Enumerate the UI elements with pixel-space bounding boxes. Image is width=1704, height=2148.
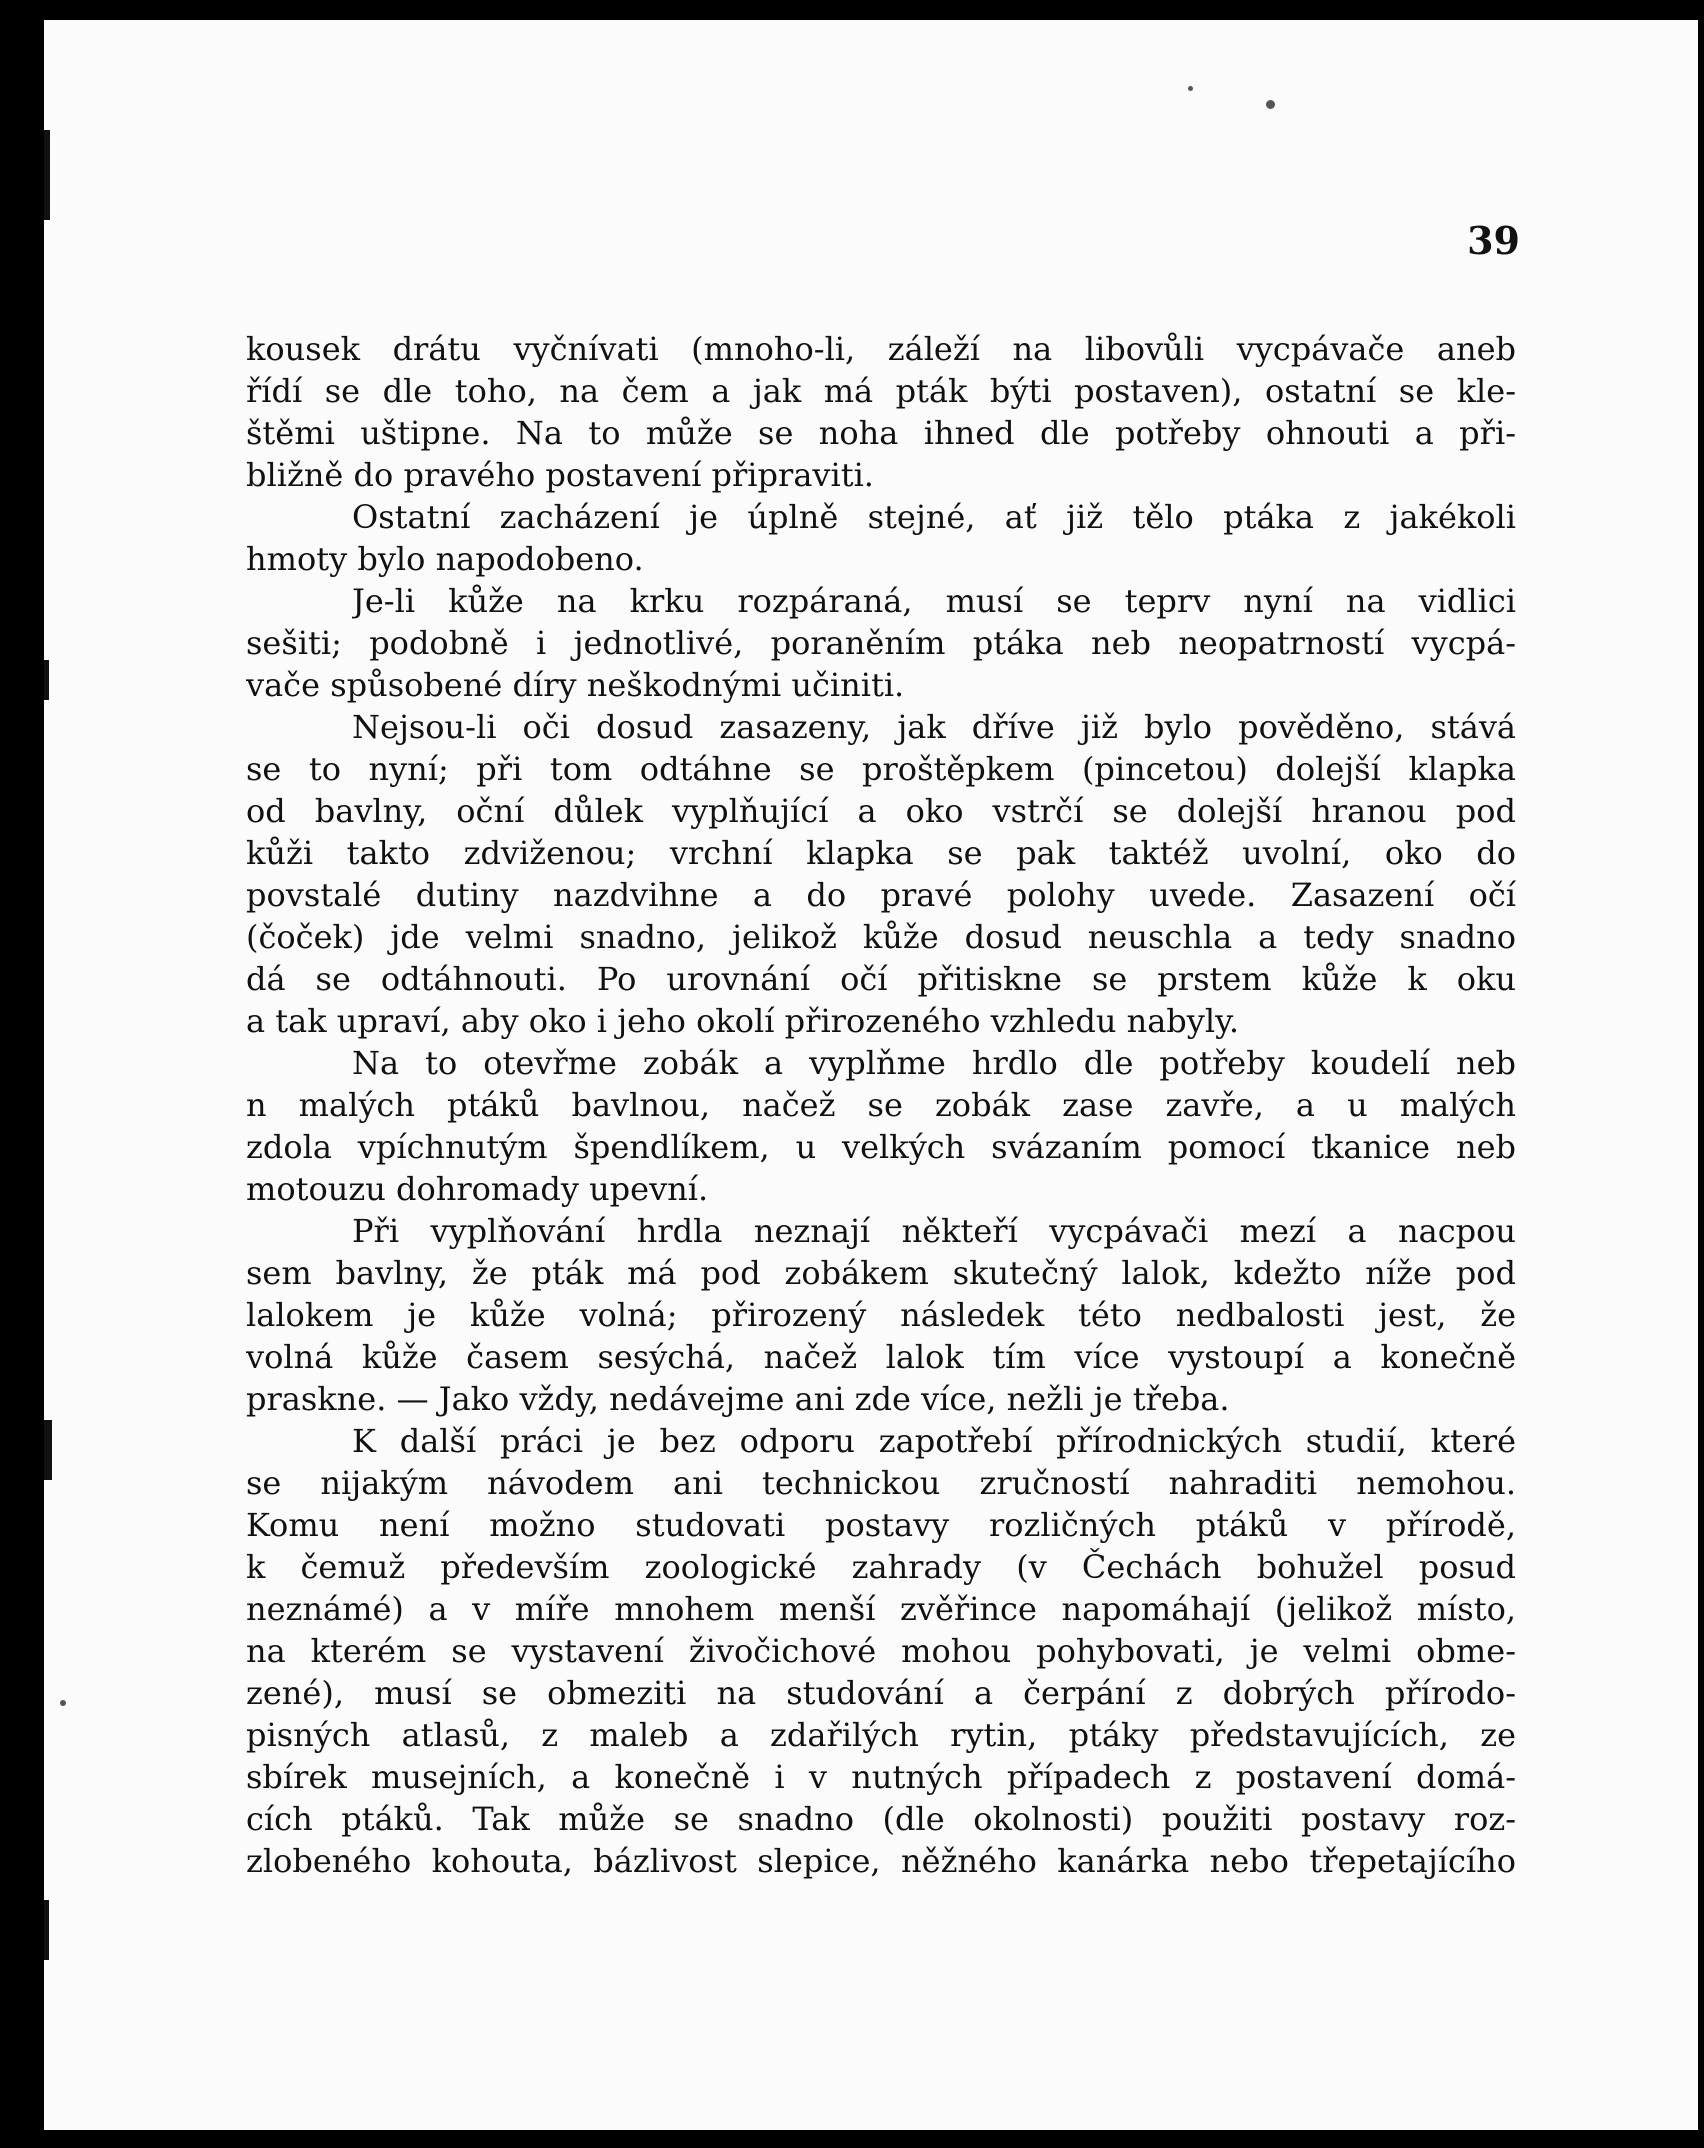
text-line: kůži takto zdviženou; vrchní klapka se pak taktéž uvolní, oko do xyxy=(246,834,1516,872)
text-line: Na to otevřme zobák a vyplňme hrdlo dle potřeby koudelí neb xyxy=(352,1044,1516,1082)
text-line: hmoty bylo napodobeno. xyxy=(246,540,644,578)
text-line: (čoček) jde velmi snadno, jelikož kůže dosud neuschla a tedy snadno xyxy=(246,918,1516,956)
text-line: bližně do pravého postavení připraviti. xyxy=(246,456,874,494)
text-line: Komu není možno studovati postavy rozličných ptáků v přírodě, xyxy=(246,1506,1516,1544)
text-line: Je-li kůže na krku rozpáraná, musí se teprv nyní na vidlici xyxy=(352,582,1516,620)
text-line: neznámé) a v míře mnohem menší zvěřince napomáhají (jelikož místo, xyxy=(246,1590,1516,1628)
paper-sheet xyxy=(18,20,1698,2130)
text-line: lalokem je kůže volná; přirozený následek této nedbalosti jest, že xyxy=(246,1296,1516,1334)
binding-mark xyxy=(44,130,50,220)
text-line: zdola vpíchnutým špendlíkem, u velkých svázaním pomocí tkanice neb xyxy=(246,1128,1516,1166)
text-line: zené), musí se obmeziti na studování a čerpání z dobrých přírodo- xyxy=(246,1674,1516,1712)
text-line: motouzu dohromady upevní. xyxy=(246,1170,709,1208)
page-number: 39 xyxy=(1467,218,1520,263)
text-line: vače spůsobené díry neškodnými učiniti. xyxy=(246,666,905,704)
body-text xyxy=(246,328,1516,1918)
text-line: zlobeného kohouta, bázlivost slepice, něžného kanárka nebo třepetajícího xyxy=(246,1842,1516,1880)
text-line: volná kůže časem sesýchá, načež lalok tím více vystoupí a konečně xyxy=(246,1338,1516,1376)
text-line: Nejsou-li oči dosud zasazeny, jak dříve již bylo pověděno, stává xyxy=(352,708,1516,746)
binding-mark xyxy=(44,1420,52,1480)
print-speck xyxy=(60,1700,66,1706)
text-line: pisných atlasů, z maleb a zdařilých rytin, ptáky představujících, ze xyxy=(246,1716,1516,1754)
text-line: praskne. — Jako vždy, nedávejme ani zde více, nežli je třeba. xyxy=(246,1380,1230,1418)
text-line: řídí se dle toho, na čem a jak má pták býti postaven), ostatní se kle- xyxy=(246,372,1516,410)
text-line: od bavlny, oční důlek vyplňující a oko vstrčí se dolejší hranou pod xyxy=(246,792,1516,830)
text-line: k čemuž především zoologické zahrady (v Čechách bohužel posud xyxy=(246,1548,1516,1586)
text-line: sešiti; podobně i jednotlivé, poraněním ptáka neb neopatrností vycpá- xyxy=(246,624,1516,662)
text-line: sem bavlny, že pták má pod zobákem skutečný lalok, kdežto níže pod xyxy=(246,1254,1516,1292)
text-line: sbírek musejních, a konečně i v nutných případech z postavení domá- xyxy=(246,1758,1516,1796)
text-line: a tak upraví, aby oko i jeho okolí přirozeného vzhledu nabyly. xyxy=(246,1002,1240,1040)
text-line: n malých ptáků bavlnou, načež se zobák zase zavře, a u malých xyxy=(246,1086,1516,1124)
text-line: štěmi uštipne. Na to může se noha ihned dle potřeby ohnouti a při- xyxy=(246,414,1516,452)
print-speck xyxy=(1266,100,1275,109)
print-speck xyxy=(1188,86,1193,91)
text-line: Ostatní zacházení je úplně stejné, ať již tělo ptáka z jakékoli xyxy=(352,498,1516,536)
text-line: povstalé dutiny nazdvihne a do pravé polohy uvede. Zasazení očí xyxy=(246,876,1516,914)
text-line: na kterém se vystavení živočichové mohou pohybovati, je velmi obme- xyxy=(246,1632,1516,1670)
text-line: dá se odtáhnouti. Po urovnání očí přitiskne se prstem kůže k oku xyxy=(246,960,1516,998)
binding-mark xyxy=(44,1900,49,1960)
text-line: se to nyní; při tom odtáhne se proštěpkem (pincetou) dolejší klapka xyxy=(246,750,1516,788)
text-line: se nijakým návodem ani technickou zručností nahraditi nemohou. xyxy=(246,1464,1516,1502)
text-line: cích ptáků. Tak může se snadno (dle okolnosti) použiti postavy roz- xyxy=(246,1800,1516,1838)
text-line: Při vyplňování hrdla neznají někteří vycpávači mezí a nacpou xyxy=(352,1212,1516,1250)
text-line: kousek drátu vyčnívati (mnoho-li, záleží na libovůli vycpávače aneb xyxy=(246,330,1516,368)
binding-edge xyxy=(18,20,44,2130)
binding-mark xyxy=(44,660,49,700)
text-line: K další práci je bez odporu zapotřebí přírodnických studií, které xyxy=(352,1422,1516,1460)
